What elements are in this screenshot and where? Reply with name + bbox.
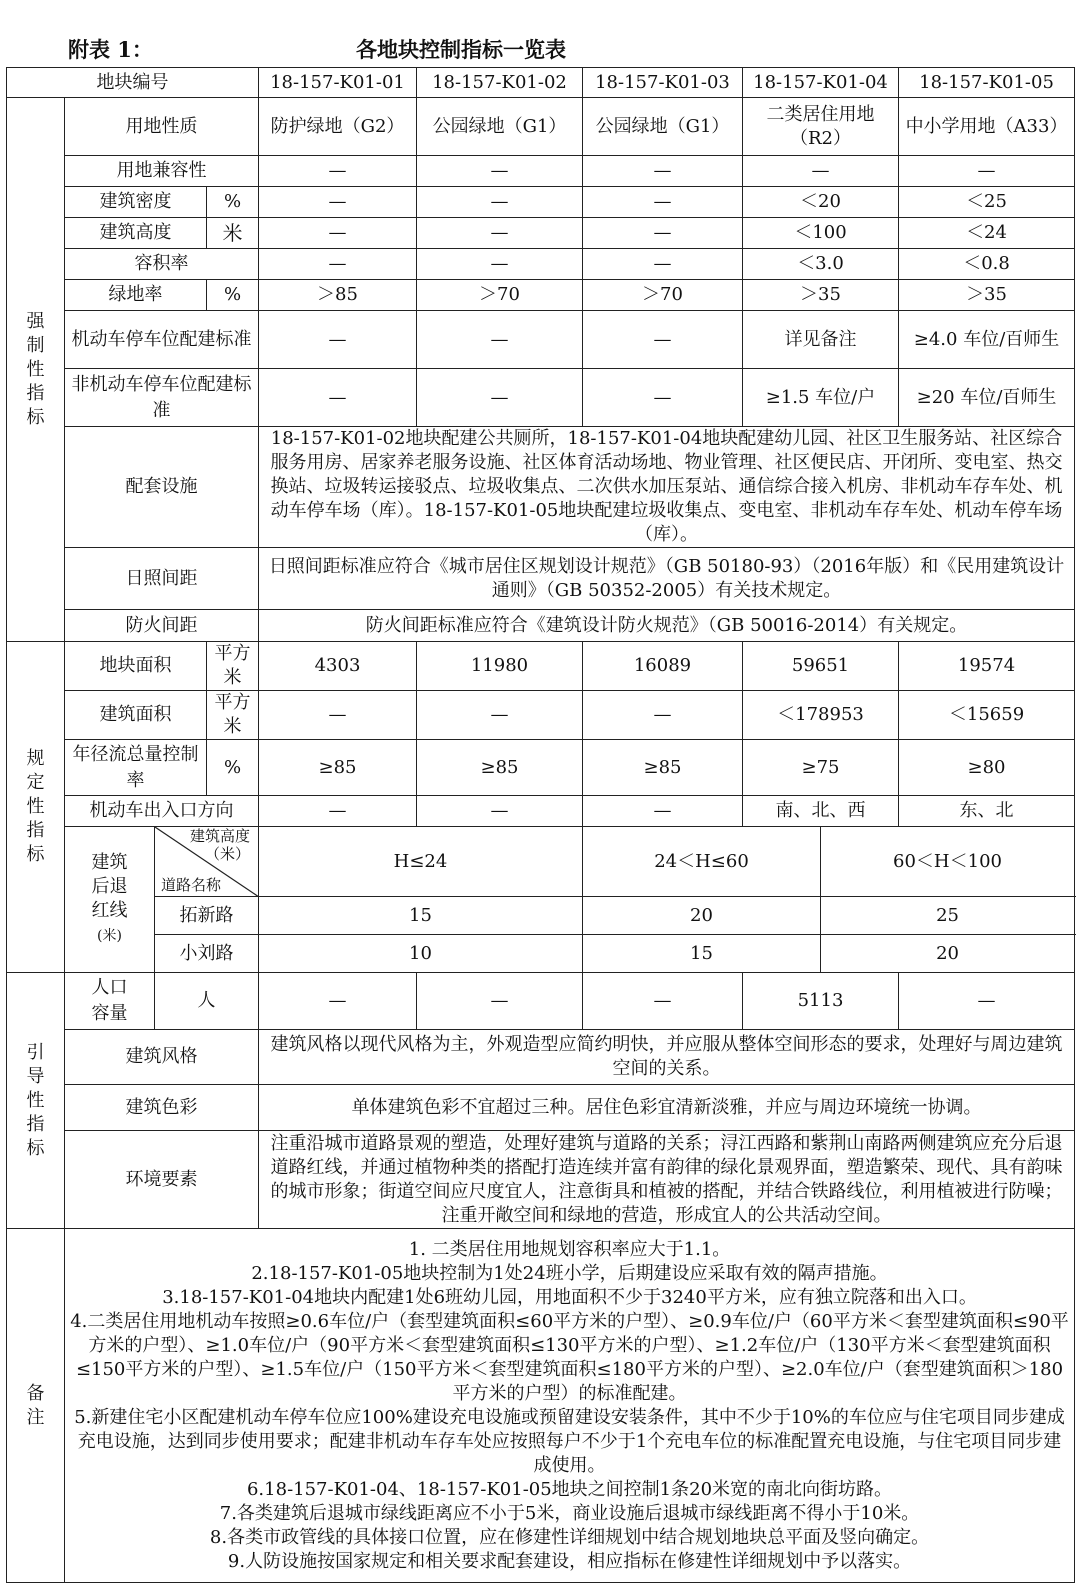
table-cell: ＜15659 <box>899 691 1075 740</box>
row-label-green: 绿地率 <box>65 280 207 311</box>
remark-item: 1. 二类居住用地规划容积率应大于1.1。 <box>408 1238 731 1260</box>
table-cell: — <box>899 156 1075 187</box>
category-remarks: 备注 <box>7 1229 65 1583</box>
plot-code-5: 18-157-K01-05 <box>899 68 1075 98</box>
plot-code-2: 18-157-K01-02 <box>417 68 583 98</box>
table-cell: — <box>583 796 743 827</box>
table-row <box>7 427 1075 548</box>
table-cell: 公园绿地（G1） <box>583 98 743 156</box>
remark-item: 6.18-157-K01-04、18-157-K01-05地块之间控制1条20米宽的南北向街坊路。 <box>246 1478 893 1500</box>
table-row <box>7 218 1075 249</box>
table-cell: ≥80 <box>899 740 1075 796</box>
row-label-sunlight: 日照间距 <box>65 548 259 610</box>
table-cell: 19574 <box>899 642 1075 691</box>
row-label-population: 人口容量 <box>65 973 155 1030</box>
table-cell: ＞70 <box>417 280 583 311</box>
table-cell: — <box>583 311 743 369</box>
table-cell: 11980 <box>417 642 583 691</box>
table-row <box>7 610 1075 642</box>
table-cell: — <box>417 218 583 249</box>
table-cell: 25 <box>821 897 1075 935</box>
row-label-density: 建筑密度 <box>65 187 207 218</box>
row-label-far: 容积率 <box>65 249 259 280</box>
table-cell: — <box>583 187 743 218</box>
table-cell: 5113 <box>743 973 899 1030</box>
table-cell: 10 <box>259 935 583 973</box>
table-row <box>7 187 1075 218</box>
table-cell: ＜100 <box>743 218 899 249</box>
table-cell: ≥85 <box>583 740 743 796</box>
style-text: 建筑风格以现代风格为主，外观造型应简约明快，并应服从整体空间形态的要求，处理好与周边建筑空间的关系。 <box>259 1030 1075 1085</box>
row-label-compat: 用地兼容性 <box>65 156 259 187</box>
row-label-plot-area: 地块面积 <box>65 642 207 691</box>
plot-code-4: 18-157-K01-04 <box>743 68 899 98</box>
table-cell: 公园绿地（G1） <box>417 98 583 156</box>
table-cell: 4303 <box>259 642 417 691</box>
table-cell: 15 <box>583 935 821 973</box>
table-cell: — <box>417 796 583 827</box>
road-name-2: 小刘路 <box>155 935 259 973</box>
table-cell: — <box>743 156 899 187</box>
table-cell: ＞85 <box>259 280 417 311</box>
table-cell: 二类居住用地（R2） <box>743 98 899 156</box>
remark-item: 8.各类市政管线的具体接口位置，应在修建性详细规划中结合规划地块总平面及竖向确定。 <box>209 1526 930 1548</box>
height-range-3: 60＜H＜100 <box>821 827 1075 897</box>
remark-item: 5.新建住宅小区配建机动车停车位应100%建设充电设施或预留建设安装条件，其中不少于10%的车位应与住宅项目同步建成充电设施，达到同步使用要求；配建非机动车存车处应按照每户不少于1个充电车位的标准配置充电设施，与住宅项目同步建成使用。 <box>74 1406 1065 1476</box>
table-cell: — <box>259 218 417 249</box>
table-cell: 东、北 <box>899 796 1075 827</box>
title-row <box>0 30 1080 66</box>
remark-item: 4.二类居住用地机动车按照≥0.6车位/户（套型建筑面积≤60平方米的户型）、≥0.9车位/户（60平方米＜套型建筑面积≤90平方米的户型）、≥1.0车位/户（90平方米＜套型建筑面积≤130平方米的户型）、≥1.2车位/户（130平方米＜套型建筑面积≤150平方米的户型）、≥1.5车位/户（150平方米＜套型建筑面积≤180平方米的户型）、≥2.0车位/户（套型建筑面积＞180平方米的户型）的标准配建。 <box>70 1310 1069 1404</box>
table-row <box>7 935 1075 973</box>
table-cell: ＜25 <box>899 187 1075 218</box>
table-row <box>7 827 1075 897</box>
control-indicator-table <box>6 67 1075 1583</box>
unit-cell: 平方米 <box>207 642 259 691</box>
table-cell: 20 <box>583 897 821 935</box>
table-cell: — <box>259 187 417 218</box>
table-cell: — <box>259 973 417 1030</box>
table-cell: ≥1.5 车位/户 <box>743 369 899 427</box>
table-cell: 南、北、西 <box>743 796 899 827</box>
table-cell: — <box>417 187 583 218</box>
remarks-list <box>65 1229 1075 1583</box>
row-label-runoff: 年径流总量控制率 <box>65 740 207 796</box>
table-row <box>7 280 1075 311</box>
height-range-1: H≤24 <box>259 827 583 897</box>
row-label-height: 建筑高度 <box>65 218 207 249</box>
table-cell: — <box>583 249 743 280</box>
setback-diagonal-header <box>155 827 259 897</box>
color-text: 单体建筑色彩不宜超过三种。居住色彩宜清新淡雅，并应与周边环境统一协调。 <box>259 1085 1075 1131</box>
table-cell: ≥85 <box>417 740 583 796</box>
table-row <box>7 740 1075 796</box>
table-row <box>7 1085 1075 1131</box>
table-row <box>7 1229 1075 1583</box>
table-cell: — <box>583 973 743 1030</box>
table-cell: ≥75 <box>743 740 899 796</box>
table-cell: — <box>417 691 583 740</box>
table-row <box>7 796 1075 827</box>
unit-cell: % <box>207 187 259 218</box>
fire-text: 防火间距标准应符合《建筑设计防火规范》（GB 50016-2014）有关规定。 <box>259 610 1075 642</box>
table-row <box>7 1030 1075 1085</box>
table-row <box>7 973 1075 1030</box>
table-cell: ＞35 <box>899 280 1075 311</box>
sunlight-text: 日照间距标准应符合《城市居住区规划设计规范》（GB 50180-93）（2016年版）和《民用建筑设计通则》（GB 50352-2005）有关技术规定。 <box>259 548 1075 610</box>
row-label-environment: 环境要素 <box>65 1131 259 1229</box>
row-label-land-use: 用地性质 <box>65 98 259 156</box>
table-cell: ＜24 <box>899 218 1075 249</box>
table-cell: — <box>259 691 417 740</box>
row-label-facilities: 配套设施 <box>65 427 259 548</box>
table-cell: — <box>417 249 583 280</box>
table-cell: — <box>583 218 743 249</box>
table-cell: — <box>417 973 583 1030</box>
plot-code-header: 地块编号 <box>7 68 259 98</box>
row-label-nonmotor-parking: 非机动车停车位配建标准 <box>65 369 259 427</box>
table-cell: ＜0.8 <box>899 249 1075 280</box>
row-label-style: 建筑风格 <box>65 1030 259 1085</box>
table-cell: — <box>259 156 417 187</box>
table-row <box>7 897 1075 935</box>
table-cell: ≥20 车位/百师生 <box>899 369 1075 427</box>
table-cell: 中小学用地（A33） <box>899 98 1075 156</box>
row-label-motor-parking: 机动车停车位配建标准 <box>65 311 259 369</box>
table-row <box>7 311 1075 369</box>
table-cell: — <box>583 691 743 740</box>
road-name-1: 拓新路 <box>155 897 259 935</box>
table-cell: 59651 <box>743 642 899 691</box>
table-cell: 20 <box>821 935 1075 973</box>
table-cell: 15 <box>259 897 583 935</box>
page-title: 各地块控制指标一览表 <box>356 37 566 62</box>
table-row <box>7 156 1075 187</box>
row-label-floor-area: 建筑面积 <box>65 691 207 740</box>
plot-code-1: 18-157-K01-01 <box>259 68 417 98</box>
table-cell: ＞35 <box>743 280 899 311</box>
appendix-label: 附表 1： <box>68 37 153 62</box>
height-range-2: 24＜H≤60 <box>583 827 821 897</box>
environment-text: 注重沿城市道路景观的塑造，处理好建筑与道路的关系；浔江西路和紫荆山南路两侧建筑应充分后退道路红线，并通过植物种类的搭配打造连续并富有韵律的绿化景观界面，塑造繁荣、现代、具有韵味的城市形象；街道空间应尺度宜人，注意街具和植被的搭配，并结合铁路线位，利用植被进行防噪；注重开敞空间和绿地的营造，形成宜人的公共活动空间。 <box>259 1131 1075 1229</box>
table-row <box>7 98 1075 156</box>
facilities-text: 18-157-K01-02地块配建公共厕所，18-157-K01-04地块配建幼儿园、社区卫生服务站、社区综合服务用房、居家养老服务设施、社区体育活动场地、物业管理、社区便民店、开闭所、变电室、热交换站、垃圾转运接驳点、垃圾收集点、二次供水加压泵站、通信综合接入机房、非机动车存车处、机动车停车场（库）。18-157-K01-05地块配建垃圾收集点、变电室、非机动车存车处、机动车停车场（库）。 <box>259 427 1075 548</box>
category-mandatory: 强制性指标 <box>7 98 65 642</box>
table-row <box>7 68 1075 98</box>
table-cell: — <box>259 249 417 280</box>
row-label-setback: 建筑后退红线 (米) <box>65 827 155 973</box>
table-cell: — <box>259 796 417 827</box>
remark-item: 2.18-157-K01-05地块控制为1处24班小学，后期建设应采取有效的隔声措施。 <box>251 1262 888 1284</box>
table-cell: ＜178953 <box>743 691 899 740</box>
table-cell: ＞70 <box>583 280 743 311</box>
table-cell: — <box>583 156 743 187</box>
row-label-entrance: 机动车出入口方向 <box>65 796 259 827</box>
unit-cell: % <box>207 740 259 796</box>
table-cell: 详见备注 <box>743 311 899 369</box>
diag-bottom-label: 道路名称 <box>161 876 222 894</box>
table-cell: — <box>417 369 583 427</box>
unit-cell: 人 <box>155 973 259 1030</box>
setback-unit: (米) <box>97 928 122 944</box>
table-row <box>7 369 1075 427</box>
table-row <box>7 548 1075 610</box>
category-regulatory: 规定性指标 <box>7 642 65 973</box>
table-cell: ≥4.0 车位/百师生 <box>899 311 1075 369</box>
table-cell: — <box>259 311 417 369</box>
table-cell: — <box>583 369 743 427</box>
remark-item: 3.18-157-K01-04地块内配建1处6班幼儿园，用地面积不少于3240平方米，应有独立院落和出入口。 <box>162 1286 977 1308</box>
category-guidance: 引导性指标 <box>7 973 65 1229</box>
table-cell: — <box>259 369 417 427</box>
unit-cell: 平方米 <box>207 691 259 740</box>
table-cell: ＜20 <box>743 187 899 218</box>
table-row <box>7 642 1075 691</box>
plot-code-3: 18-157-K01-03 <box>583 68 743 98</box>
table-row <box>7 249 1075 280</box>
row-label-color: 建筑色彩 <box>65 1085 259 1131</box>
table-row <box>7 691 1075 740</box>
remark-item: 7.各类建筑后退城市绿线距离应不小于5米，商业设施后退城市绿线距离不得小于10米。 <box>219 1502 920 1524</box>
diag-top-label: 建筑高度（米） <box>189 827 250 863</box>
unit-cell: % <box>207 280 259 311</box>
table-cell: 防护绿地（G2） <box>259 98 417 156</box>
table-cell: 16089 <box>583 642 743 691</box>
row-label-fire: 防火间距 <box>65 610 259 642</box>
table-cell: — <box>417 311 583 369</box>
table-cell: ＜3.0 <box>743 249 899 280</box>
table-cell: — <box>417 156 583 187</box>
table-cell: ≥85 <box>259 740 417 796</box>
table-row <box>7 1131 1075 1229</box>
unit-cell: 米 <box>207 218 259 249</box>
remark-item: 9.人防设施按国家规定和相关要求配套建设，相应指标在修建性详细规划中予以落实。 <box>227 1550 912 1572</box>
table-cell: — <box>899 973 1075 1030</box>
